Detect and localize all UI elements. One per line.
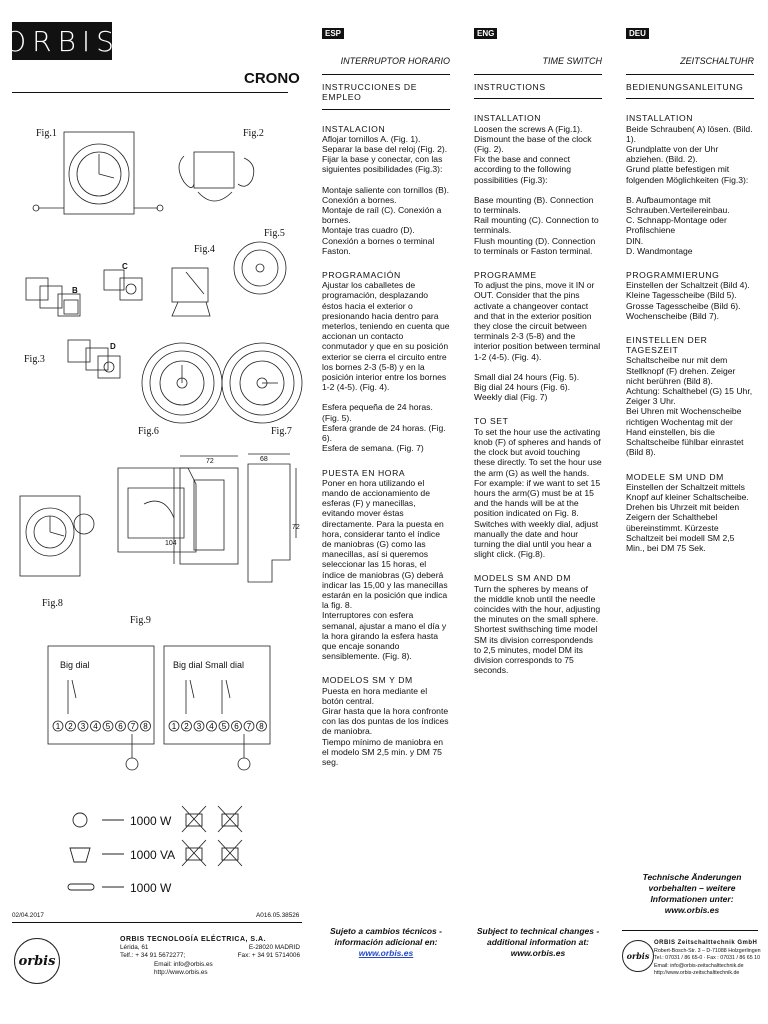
section-heading: PROGRAMACIÓN xyxy=(322,270,401,281)
section-paragraph: Beide Schrauben( A) lösen. (Bild. 1). Grundplatte von der Uhr abziehen. (Bild. 2). Grund platte befestigen mit folgenden Möglichkeiten (Fig.3): xyxy=(626,123,753,185)
no-electronic-ballast-icon xyxy=(222,848,238,860)
terminal-number: 5 xyxy=(105,722,111,731)
column-title: INTERRUPTOR HORARIO xyxy=(340,56,450,66)
fig-3-label: Fig.3 xyxy=(24,354,45,365)
fig-9-label: Fig.9 xyxy=(130,615,151,626)
section-heading: INSTALLATION xyxy=(626,113,694,124)
fig-4-label: Fig.4 xyxy=(194,244,215,255)
terminals-big-dial xyxy=(53,721,151,731)
incandescent-lamp-icon xyxy=(73,813,87,827)
terminal-number: 3 xyxy=(80,722,86,731)
terminal-number: 3 xyxy=(196,722,202,731)
footer-esp: Sujeto a cambios técnicos - información adicional en: www.orbis.es xyxy=(330,926,442,958)
fig-8-label: Fig.8 xyxy=(42,598,63,609)
section-heading: PROGRAMMIERUNG xyxy=(626,270,720,281)
section-paragraph: Ajustar los caballetes de programación, desplazando éstos hacia el exterior o presionando hacia dentro para meterlos, teniendo en cuenta que accionan un contacto conmutador y que en su posición exterior se cierra el circuito entre los bornes 2-3 (5-8) y en la posición interior entre los bornes 1-2 (4-5). (Fig. 4). xyxy=(322,280,450,393)
small-dial-label: Small dial xyxy=(205,660,245,670)
column-subtitle: INSTRUCTIONS xyxy=(474,82,546,93)
terminal-number: 8 xyxy=(259,722,264,731)
divider xyxy=(12,922,302,923)
footer-deu: Technische Änderungen vorbehalten – weitere Informationen unter: www.orbis.es xyxy=(642,872,742,915)
no-cfl-icon xyxy=(186,814,202,826)
section-paragraph: Puesta en hora mediante el botón central. Girar hasta que la hora confronte con las dos puntas de los índices de maniobra. Tiempo mínimo de maniobra en el modelo SM 2,5 min. y DM 75 seg. xyxy=(322,685,449,767)
section-heading: PUESTA EN HORA xyxy=(322,467,406,478)
dimension-68: 68 xyxy=(260,456,268,463)
dimension-104: 104 xyxy=(165,540,177,547)
terminal-number: 7 xyxy=(130,722,136,731)
sections xyxy=(474,113,602,675)
section-paragraph: Montaje saliente con tornillos (B). Conexión a bornes. Montaje de raíl (C). Conexión a bornes. Montaje tras cuadro (D). Conexión a bornes o terminal Faston. xyxy=(322,184,450,256)
fig-6-label: Fig.6 xyxy=(138,426,159,437)
section-heading: PROGRAMME xyxy=(474,270,537,281)
terminal-number: 1 xyxy=(55,722,61,731)
mount-label-c: C xyxy=(122,262,128,271)
terminals-small-dial xyxy=(169,721,267,731)
product-name: CRONO xyxy=(244,70,300,87)
no-led-icon xyxy=(222,814,238,826)
terminal-number: 5 xyxy=(221,722,227,731)
terminal-number: 2 xyxy=(68,722,73,731)
section-heading: MODELE SM UND DM xyxy=(626,471,724,482)
section-paragraph: Einstellen der Schaltzeit (Bild 4). Kleine Tagesscheibe (Bild 5). Grosse Tagesscheibe (Bild 6). Wochenscheibe (Bild 7). xyxy=(626,280,750,321)
section-paragraph: Aflojar tornillos A. (Fig. 1). Separar la base del reloj (Fig. 2). Fijar la base y conectar, con las siguientes posibilidades (Fig.3): xyxy=(322,133,448,175)
big-dial-label-2: Big dial xyxy=(173,660,203,670)
document-code: A016.05.38526 xyxy=(256,912,300,919)
section-heading: MODELOS SM Y DM xyxy=(322,675,413,686)
terminal-number: 8 xyxy=(143,722,148,731)
load-rating-fluorescent: 1000 W xyxy=(130,881,172,895)
footer-eng-link[interactable]: www.orbis.es xyxy=(510,948,566,958)
section-paragraph: Einstellen der Schaltzeit mittels Knopf auf kleiner Schaltscheibe. Drehen bis Uhrzeit mit beiden Zeigern der Schalthebel übereinstimmt. Kürzeste Schaltzeit bei modell SM 2,5 Min., bei DM 75 Sek. xyxy=(626,481,749,553)
load-rating-halogen: 1000 VA xyxy=(130,848,176,862)
terminal-number: 1 xyxy=(171,722,177,731)
document-date: 02/04.2017 xyxy=(12,912,44,919)
company-address-es: ORBIS TECNOLOGÍA ELÉCTRICA, S.A. Lérida, 61 E-28020 MADRID Telf.: + 34 91 5672277; Fax: + 34 91 5714006 Email: info@orbis.es http://www.orbis.es xyxy=(120,936,300,976)
column-eng xyxy=(474,56,602,675)
sections xyxy=(626,113,754,553)
column-title: TIME SWITCH xyxy=(542,56,602,66)
column-subtitle: INSTRUCCIONES DE EMPLEO xyxy=(322,82,418,103)
terminal-number: 2 xyxy=(184,722,189,731)
footer-esp-link[interactable]: www.orbis.es xyxy=(358,948,414,958)
section-paragraph: Small dial 24 hours (Fig. 5). Big dial 24 hours (Fig. 6). Weekly dial (Fig. 7) xyxy=(474,371,580,403)
section-paragraph: Poner en hora utilizando el mando de accionamiento de esferas (F) y manecillas, evitando mover éstas directamente. Para la puesta en hora, considerar tanto el índice de maniobras (G) como las manecillas, así si queremos seleccionar las 15 horas, el índice de maniobras (G) deberá indicar las 15,00 y las manecillas estarán en la posición que indica la fig. 8. Interruptores con esfera semanal, ajustar a mano el día y la hora girando la esfera hasta que encaje sonando sensiblemente. (Fig. 8). xyxy=(322,477,448,662)
dimension-72: 72 xyxy=(206,458,214,465)
terminal-number: 7 xyxy=(246,722,252,731)
section-heading: EINSTELLEN DER TAGESZEIT xyxy=(626,335,708,356)
fig-5-label: Fig.5 xyxy=(264,228,285,239)
column-esp xyxy=(322,56,450,767)
section-paragraph: To set the hour use the activating knob (F) of spheres and hands of the clock but avoid touching these directly. To set the hour use the arm (G) as well the hands. For example: if we want to set 15 hours the arm(G) must be at 15 and the hands will be at the position indicated on Fig. 8. Switches with weekly dial, adjust manually the date and hour turning the dial until you hear a slight click. (Fig.8). xyxy=(474,426,602,560)
footer-eng: Subject to technical changes - additional information at: www.orbis.es xyxy=(476,926,600,958)
section-paragraph: B. Aufbaumontage mit Schrauben.Verteilereinbau. C. Schnapp-Montage oder Profilschiene DIN. D. Wandmontage xyxy=(626,194,730,256)
fig-1-label: Fig.1 xyxy=(36,128,57,139)
divider xyxy=(12,92,288,93)
section-paragraph: Turn the spheres by means of the middle knob until the needle coincides with the hour, adjusting the minutes on the small sphere. Shortest swithsching time model SM its division correspondends to 2,5 minutes, model DM its division corresponds to 75 seconds. xyxy=(474,583,601,676)
column-subtitle: BEDIENUNGSANLEITUNG xyxy=(626,82,744,93)
section-heading: TO SET xyxy=(474,416,509,427)
orbis-globe-logo: orbis xyxy=(14,938,60,984)
section-heading: INSTALLATION xyxy=(474,113,542,124)
terminal-number: 6 xyxy=(234,722,239,731)
fig-2-label: Fig.2 xyxy=(243,128,264,139)
column-deu xyxy=(626,56,754,553)
figures-illustration xyxy=(8,108,308,788)
fig-7-label: Fig.7 xyxy=(271,426,292,437)
halogen-lamp-icon xyxy=(70,848,90,862)
load-rating-incandescent: 1000 W xyxy=(130,814,172,828)
section-paragraph: Esfera pequeña de 24 horas. (Fig. 5). Esfera grande de 24 horas. (Fig. 6). Esfera de semana. (Fig. 7) xyxy=(322,402,446,454)
divider xyxy=(622,930,758,931)
company-address-de: ORBIS Zeitschalttechnik GmbH Robert-Bosch-Str. 3 – D-71088 Holzgerlingen Tel.: 07031 / 86 65-0 · Fax : 07031 / 86 65 10 Email: info@orbis-zeitschalttechnik.de http://www.orbis-zeitschalttechnik.de xyxy=(654,940,761,977)
orbis-globe-logo-de: orbis xyxy=(622,940,654,972)
mount-label-b: B xyxy=(72,286,78,295)
column-title: ZEITSCHALTUHR xyxy=(680,56,754,66)
lang-tag-eng: ENG xyxy=(474,28,497,39)
no-transformer-icon xyxy=(186,848,202,860)
section-paragraph: Loosen the screws A (Fig.1). Dismount the base of the clock (Fig. 2). Fix the base and connect according to the following possibilities (Fig.3): xyxy=(474,123,592,185)
section-paragraph: Base mounting (B). Connection to terminals. Rail mounting (C). Connection to terminals. Flush mounting (D). Connection to terminals or Faston terminal. xyxy=(474,194,599,256)
lang-tag-esp: ESP xyxy=(322,28,344,39)
mount-label-d: D xyxy=(110,342,116,351)
terminal-number: 4 xyxy=(209,722,214,731)
section-heading: INSTALACION xyxy=(322,123,386,134)
footer-deu-link[interactable]: www.orbis.es xyxy=(664,905,720,915)
big-dial-label: Big dial xyxy=(60,660,90,670)
section-paragraph: Schaltscheibe nur mit dem Stellknopf (F) drehen. Zeiger nicht berühren (Bild 8). Achtung: Schalthebel (G) 15 Uhr, Zeiger 3 Uhr. Bei Uhren mit Wochenscheibe richtigen Wochentag mit der Hand einstellen, bis die Schaltscheibe fühlbar einrastet (Bild 8). xyxy=(626,355,753,458)
fluorescent-tube-icon xyxy=(68,884,94,890)
terminal-number: 6 xyxy=(118,722,123,731)
sections xyxy=(322,124,450,768)
dimension-72-side: 72 xyxy=(292,524,300,531)
lang-tag-deu: DEU xyxy=(626,28,649,39)
orbis-logo: ORBIS xyxy=(12,22,112,60)
section-paragraph: To adjust the pins, move it IN or OUT. Consider that the pins activate a changeover contact and that in the exterior position they close the circuit between terminals 2-3 (5-8) and the interior position between terminal 1-2 (4-5). (Fig. 4). xyxy=(474,280,601,362)
terminal-number: 4 xyxy=(93,722,98,731)
section-heading: MODELS SM AND DM xyxy=(474,573,571,584)
